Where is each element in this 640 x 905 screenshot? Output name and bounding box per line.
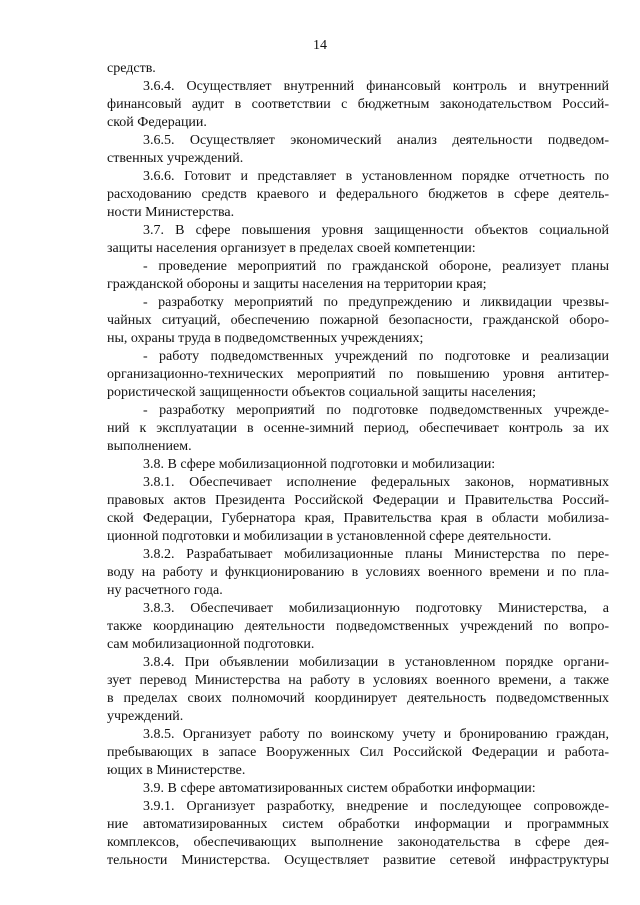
text-line: ской Федерации, Губернатора края, Правительства края в области мобилиза- bbox=[107, 511, 609, 526]
text-line: ний к эксплуатации в осенне-зимний период, обеспечивает контроль за их bbox=[107, 421, 609, 436]
page-number: 14 bbox=[313, 38, 327, 53]
text-line: - разработку мероприятий по предупреждению и ликвидации чрезвы- bbox=[143, 295, 609, 310]
text-line: ющих в Министерстве. bbox=[107, 763, 246, 778]
text-line: защиты населения организует в пределах своей компетенции: bbox=[107, 241, 476, 256]
text-line: 3.9. В сфере автоматизированных систем обработки информации: bbox=[143, 781, 536, 796]
text-line: 3.9.1. Организует разработку, внедрение и последующее сопровожде- bbox=[143, 799, 609, 814]
text-line: ционной подготовки и мобилизации в установленной сфере деятельности. bbox=[107, 529, 552, 544]
text-line: средств. bbox=[107, 61, 156, 76]
text-line: в пределах своих полномочий координирует деятельность подведомственных bbox=[107, 691, 609, 706]
text-line: 3.8. В сфере мобилизационной подготовки и мобилизации: bbox=[143, 457, 496, 472]
text-line: ны, охраны труда в подведомственных учреждениях; bbox=[107, 331, 424, 346]
text-line: комплексов, обеспечивающих выполнение законодательства в сфере дея- bbox=[107, 835, 609, 850]
text-line: 3.8.4. При объявлении мобилизации в установленном порядке органи- bbox=[143, 655, 609, 670]
text-line: 3.8.1. Обеспечивает исполнение федеральных законов, нормативных bbox=[143, 475, 609, 490]
text-line: ской Федерации. bbox=[107, 115, 207, 130]
text-line: 3.6.6. Готовит и представляет в установленном порядке отчетность по bbox=[143, 169, 609, 184]
text-line: расходованию средств краевого и федерального бюджетов в сфере деятель- bbox=[107, 187, 609, 202]
text-line: ственных учреждений. bbox=[107, 151, 244, 166]
text-line: правовых актов Президента Российской Федерации и Правительства Россий- bbox=[107, 493, 609, 508]
text-line: 3.8.2. Разрабатывает мобилизационные планы Министерства по пере- bbox=[143, 547, 609, 562]
text-line: воду на работу и функционированию в условиях военного времени и по пла- bbox=[107, 565, 609, 580]
text-line: организационно-технических мероприятий по повышению уровня антитер- bbox=[107, 367, 609, 382]
text-line: 3.6.5. Осуществляет экономический анализ деятельности подведом- bbox=[143, 133, 609, 148]
text-line: сам мобилизационной подготовки. bbox=[107, 637, 315, 652]
text-line: 3.8.5. Организует работу по воинскому учету и бронированию граждан, bbox=[143, 727, 609, 742]
text-line: рористической защищенности объектов социальной защиты населения; bbox=[107, 385, 537, 400]
text-line: финансовый аудит в соответствии с бюджетным законодательством Россий- bbox=[107, 97, 609, 112]
text-line: также координацию деятельности подведомственных учреждений по вопро- bbox=[107, 619, 609, 634]
text-line: пребывающих в запасе Вооруженных Сил Российской Федерации и работа- bbox=[107, 745, 609, 760]
text-line: учреждений. bbox=[107, 709, 184, 724]
document-body bbox=[107, 60, 609, 870]
text-line: 3.7. В сфере повышения уровня защищенности объектов социальной bbox=[143, 223, 609, 238]
text-line: - проведение мероприятий по гражданской обороне, реализует планы bbox=[143, 259, 609, 274]
text-line: ности Министерства. bbox=[107, 205, 235, 220]
text-line: чайных ситуаций, обеспечению пожарной безопасности, гражданской оборо- bbox=[107, 313, 609, 328]
text-line: гражданской обороны и защиты населения на территории края; bbox=[107, 277, 487, 292]
text-line: - разработку мероприятий по подготовке подведомственных учрежде- bbox=[143, 403, 609, 418]
text-line: зует перевод Министерства на работу в условиях военного времени, а также bbox=[107, 673, 609, 688]
text-line: 3.8.3. Обеспечивает мобилизационную подготовку Министерства, а bbox=[143, 601, 609, 616]
text-line: выполнением. bbox=[107, 439, 192, 454]
text-line: ние автоматизированных систем обработки информации и программных bbox=[107, 817, 609, 832]
text-line: ну расчетного года. bbox=[107, 583, 223, 598]
text-line: 3.6.4. Осуществляет внутренний финансовый контроль и внутренний bbox=[143, 79, 609, 94]
text-line: - работу подведомственных учреждений по подготовке и реализации bbox=[143, 349, 609, 364]
text-line: тельности Министерства. Осуществляет развитие сетевой инфраструктуры bbox=[107, 853, 609, 868]
